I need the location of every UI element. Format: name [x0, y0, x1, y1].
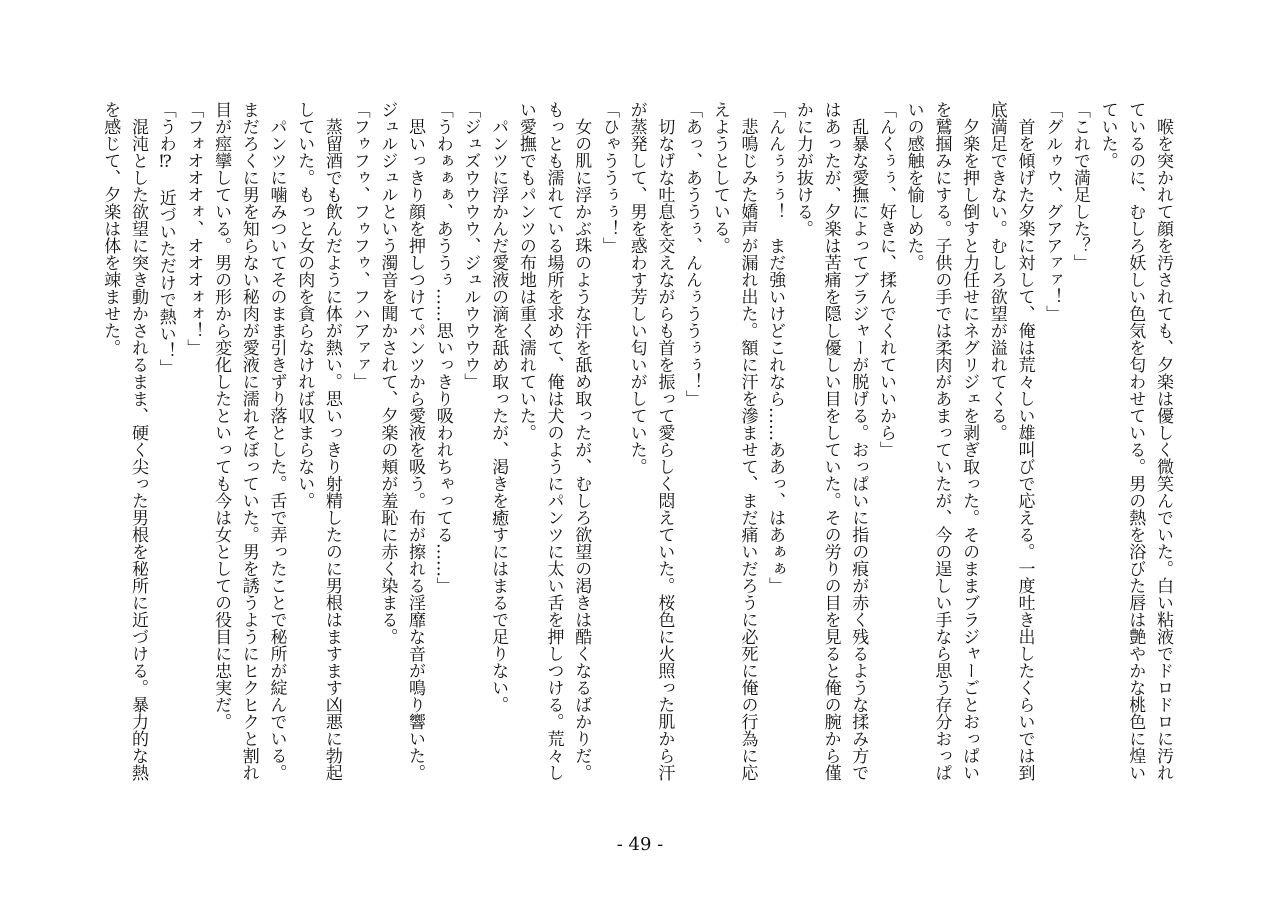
paragraph: 「んんぅぅぅ！ まだ強いけどこれなら……ああっ、はあぁぁ」 — [765, 101, 786, 594]
paragraph: パンツに浮かんだ愛液の滴を舐め取ったが、渇きを癒すにはまるで足りない。 — [488, 101, 509, 713]
paragraph: 喉を突かれて顔を汚されても、夕楽は優しく微笑んでいた。白い粘液でドロドロに汚れているのに、むしろ妖しい色気を匂わせている。男の熱を浴びた唇は艶やかな桃色に煌いていた。 — [1097, 101, 1173, 781]
paragraph: 「ひゃううぅぅ！」 — [598, 101, 619, 254]
paragraph: 「これで満足した？」 — [1069, 101, 1090, 271]
paragraph: 蒸留酒でも飲んだように体が熱い。思いっきり射精したのに男根はますます凶悪に勃起していた。もっと女の肉を貪らなければ収まらない。 — [294, 101, 342, 781]
paragraph: 乱暴な愛撫によってブラジャーが脱げる。おっぱいに指の痕が赤く残るような揉み方ではあったが、夕楽は苦痛を隠し優しい目をしていた。その労りの目を見ると俺の腕から僅かに力が抜ける。 — [792, 101, 869, 781]
paragraph: 混沌とした欲望に突き動かされるまま、硬く尖った男根を秘所に近づける。暴力的な熱を感じて、夕楽は体を竦ませた。 — [100, 101, 148, 781]
paragraph: 首を傾げた夕楽に対して、俺は荒々しい雄叫びで応える。一度吐き出したくらいでは到底満足できない。むしろ欲望が溢れてくる。 — [986, 101, 1035, 781]
paragraph: 夕楽を押し倒すと力任せにネグリジェを剥ぎ取った。そのままブラジャーごとおっぱいを鷲掴みにする。子供の手では柔肉があまっていたが、今の逞しい手なら思う存分おっぱいの感触を愉しめた。 — [903, 101, 980, 781]
paragraph: 「ジュズウウウウ、ジュルウウウウ」 — [460, 101, 481, 390]
paragraph: 「うわ⁉ 近づいただけで熱い！」 — [155, 101, 176, 376]
paragraph: 「んくぅぅ、好きに、揉んでくれていいから」 — [875, 101, 896, 458]
paragraph: 思いっきり顔を押しつけてパンツから愛液を吸う。布が擦れる淫靡な音が鳴り響いた。ジュルジュルという濁音を聞かされて、夕楽の頬が羞恥に赤く染まる。 — [377, 101, 426, 781]
paragraph: 「うわぁぁぁ、あううぅ……思いっきり吸われちゃってる……」 — [432, 101, 453, 594]
page-number: - 49 - — [616, 834, 664, 855]
paragraph: 「グルゥウ、グアアァァ！」 — [1042, 101, 1063, 322]
paragraph: 「フゥフゥ、フゥフゥ、フハアァァ」 — [349, 101, 370, 390]
paragraph: パンツに噛みついてそのまま引きずり落とした。舌で弄ったことで秘所が綻んでいる。まだろくに男を知らない秘肉が愛液に濡れそぼっていた。男を誘うようにヒクヒクと割れ目が痙攣している。男の形から変化したといっても今は女としての役目に忠実だ。 — [211, 101, 287, 781]
paragraph: 「あっ、あううぅ、んんぅううぅぅ！」 — [682, 101, 703, 407]
body-text — [96, 101, 1176, 785]
paragraph: 女の肌に浮かぶ珠のような汗を舐め取ったが、むしろ欲望の渇きは酷くなるばかりだ。もっとも濡れている場所を求めて、俺は犬のようにパンツに太い舌を押しつける。荒々しい愛撫でもパンツの布地は重く濡れていた。 — [515, 101, 592, 781]
paragraph: 悲鳴じみた嬌声が漏れ出た。額に汗を滲ませて、まだ痛いだろうに必死に俺の行為に応えようとしている。 — [709, 101, 758, 781]
paragraph: 「フォオオオォ、オオオォォ！」 — [183, 101, 204, 356]
paragraph: 切なげな吐息を交えながらも首を振って愛らしく悶えていた。桜色に火照った肌から汗が蒸発して、男を惑わす芳しい匂いがしていた。 — [626, 101, 675, 781]
